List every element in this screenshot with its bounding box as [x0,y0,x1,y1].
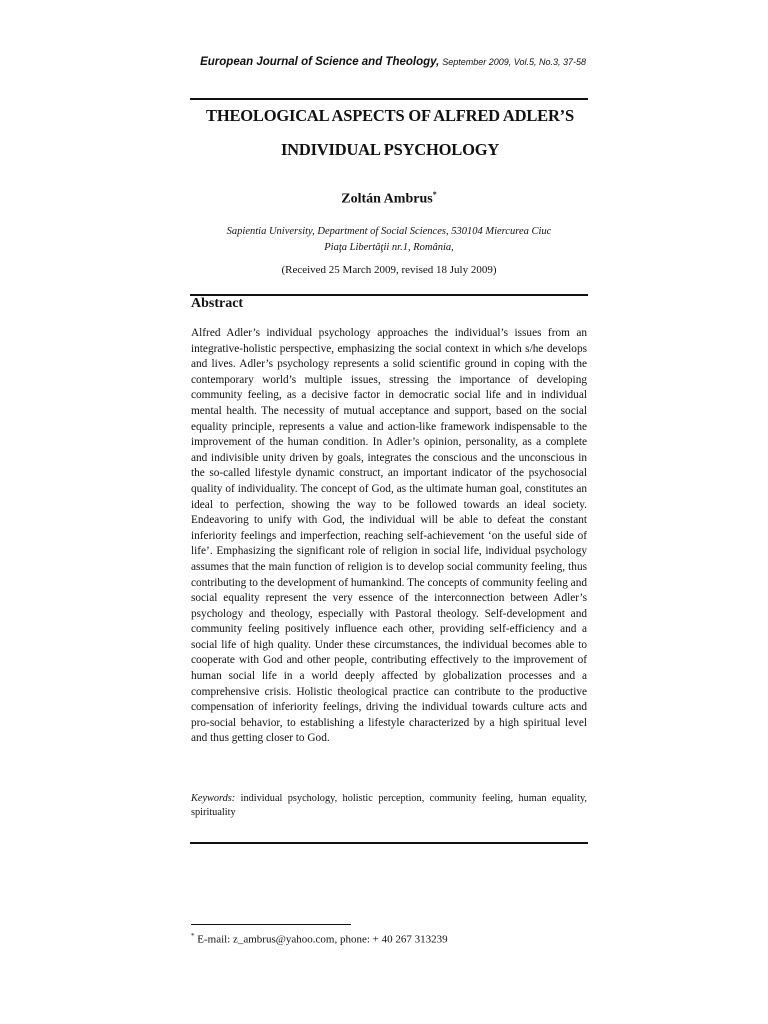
footnote-divider [191,924,351,925]
journal-header [190,56,586,68]
affiliation-line-1: Sapientia University, Department of Social Sciences, 530104 Miercurea Ciuc [226,226,552,237]
article-title-line-1: THEOLOGICAL ASPECTS OF ALFRED ADLER’S [206,106,574,125]
journal-name: European Journal of Science and Theology, [200,56,440,68]
journal-details: September 2009, Vol.5, No.3, 37-58 [442,57,586,67]
abstract-heading: Abstract [191,296,244,311]
author-name [190,190,588,208]
abstract-divider [190,294,588,296]
keywords-text: individual psychology, holistic perception, community feeling, human equality, spirituality [191,793,587,818]
abstract-text: Alfred Adler’s individual psychology approaches the individual’s issues from an integrative-holistic perspective, emphasizing the social context in which s/he develops and lives. Adler’s psychology represents a solid scientific ground in coping with the contemporary world’s multiple issues, stressing the importance of developing community feeling, as a decisive factor in democratic social life and in individual mental health. The necessity of mutual acceptance and support, based on the social equality principle, represents a value and action-like framework indispensable to the improvement of the human condition. In Adler’s opinion, personality, as a complete and indivisible unity driven by goals, integrates the conscious and the unconscious in the so-called lifestyle dynamic construct, an important indicator of the psychosocial quality of individuality. The concept of God, as the ultimate human goal, constitutes an ideal to perfection, showing the way to be followed towards an ideal society. Endeavoring to unify with God, the individual will be able to defeat the constant inferiority feelings and imperfection, reaching self-achievement ‘on the useful side of life’. Emphasizing the significant role of religion in social life, individual psychology assumes that the main function of religion is to develop social community feeling, thus contributing to the development of humankind. The concepts of community feeling and social equality represent the very essence of the interconnection between Adler’s psychology and theology, especially with Pastoral theology. Self-development and community feeling positively influence each other, providing self-efficiency and a social life of high quality. Under these circumstances, the individual becomes able to cooperate with God and other people, contributing effectively to the improvement of human social life in a world deeply affected by globalization processes and a comprehensive crisis. Holistic theological practice can contribute to the productive compensation of inferiority feelings, driving the individual towards culture acts and pro-social behavior, to establishing a lifestyle characterized by a high spiritual level and thus getting closer to God. [191,327,587,745]
affiliation-line-2: Piaţa Libertăţii nr.1, România, [324,242,454,253]
bottom-divider [190,842,588,844]
footnote [191,932,448,946]
top-divider [190,98,588,100]
author-name-text: Zoltán Ambrus [341,191,433,207]
footnote-mark: * [191,932,195,940]
article-title-line-2: INDIVIDUAL PSYCHOLOGY [280,140,500,159]
received-dates: (Received 25 March 2009, revised 18 July 2009) [281,264,497,276]
keywords-label: Keywords: [191,793,236,804]
footnote-text: E-mail: z_ambrus@yahoo.com, phone: + 40 267 313239 [194,933,448,946]
keywords [191,792,587,820]
author-footnote-mark: * [432,190,437,199]
